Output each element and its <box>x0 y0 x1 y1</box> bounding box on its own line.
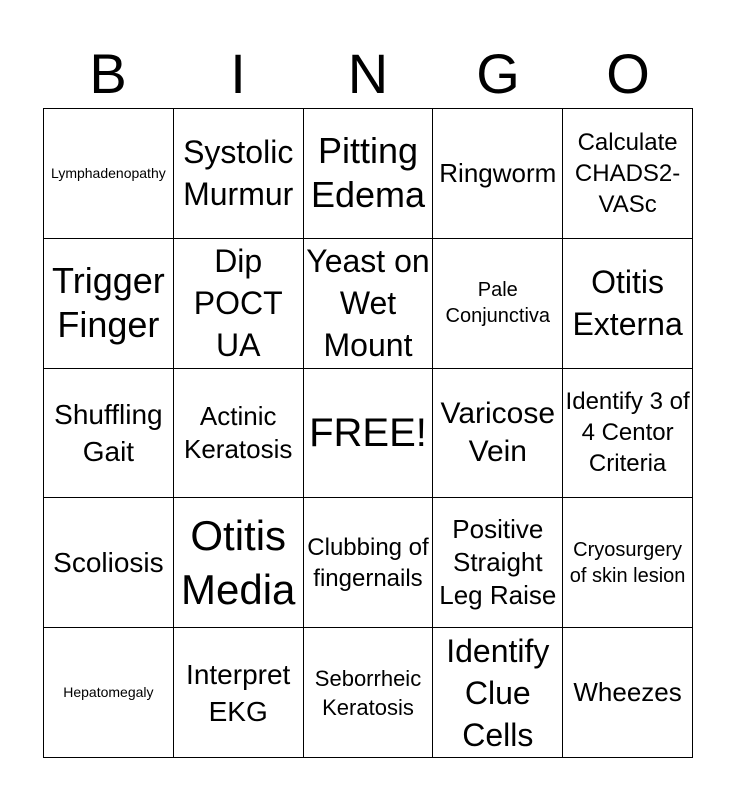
cell-text: Cryosurgery of skin lesion <box>569 538 686 587</box>
bingo-cell[interactable] <box>433 239 563 369</box>
cell-text: Actinic Keratosis <box>184 400 293 464</box>
bingo-cell[interactable] <box>44 369 174 499</box>
header-letter-i: I <box>230 42 246 105</box>
bingo-cell[interactable] <box>563 239 693 369</box>
header-letter-b: B <box>89 42 127 105</box>
bingo-cell[interactable] <box>174 109 304 239</box>
cell-text: Varicose Vein <box>440 396 556 468</box>
cell-text: Identify Clue Cells <box>446 632 550 753</box>
bingo-cell[interactable] <box>44 498 174 628</box>
cell-text: Scoliosis <box>53 547 164 579</box>
cell-text: Identify 3 of 4 Centor Criteria <box>565 388 690 478</box>
header-letter-o: O <box>606 42 650 105</box>
bingo-cell[interactable] <box>304 109 434 239</box>
cell-text: Otitis Externa <box>572 264 683 343</box>
bingo-cell[interactable] <box>174 628 304 758</box>
bingo-cell[interactable] <box>174 498 304 628</box>
cell-text: Trigger Finger <box>52 260 165 346</box>
bingo-cell[interactable] <box>433 369 563 499</box>
bingo-cell[interactable] <box>563 369 693 499</box>
cell-text: Ringworm <box>439 157 557 188</box>
bingo-cell[interactable] <box>563 498 693 628</box>
cell-text: Interpret EKG <box>186 658 291 727</box>
bingo-cell[interactable] <box>433 109 563 239</box>
bingo-cell[interactable] <box>44 628 174 758</box>
bingo-grid <box>43 108 693 758</box>
bingo-cell[interactable] <box>304 498 434 628</box>
cell-text: Dip POCT UA <box>193 243 283 364</box>
cell-text: Seborrheic Keratosis <box>314 665 422 720</box>
cell-text: Pitting Edema <box>310 130 426 216</box>
header-letter-g: G <box>476 42 520 105</box>
cell-text: Yeast on Wet Mount <box>306 243 430 364</box>
cell-text: Hepatomegaly <box>63 684 154 701</box>
free-space-text: FREE! <box>309 410 427 455</box>
bingo-cell[interactable] <box>174 239 304 369</box>
bingo-cell[interactable] <box>433 498 563 628</box>
cell-text: Shuffling Gait <box>54 398 163 467</box>
cell-text: Otitis Media <box>180 511 296 613</box>
cell-text: Systolic Murmur <box>183 134 294 213</box>
bingo-header <box>43 40 693 108</box>
bingo-cell[interactable] <box>304 239 434 369</box>
cell-text: Wheezes <box>573 677 682 708</box>
header-letter-n: N <box>347 42 389 105</box>
cell-text: Calculate CHADS2-VASc <box>574 128 681 218</box>
cell-text: Pale Conjunctiva <box>445 279 551 328</box>
bingo-cell[interactable] <box>563 109 693 239</box>
bingo-cell[interactable] <box>44 239 174 369</box>
bingo-cell[interactable] <box>563 628 693 758</box>
bingo-cell[interactable] <box>44 109 174 239</box>
bingo-cell[interactable] <box>174 369 304 499</box>
bingo-cell[interactable] <box>304 628 434 758</box>
cell-text: Positive Straight Leg Raise <box>439 514 557 611</box>
cell-text: Lymphadenopathy <box>51 164 166 181</box>
bingo-cell[interactable] <box>433 628 563 758</box>
free-space-cell[interactable] <box>304 369 434 499</box>
cell-text: Clubbing of fingernails <box>307 533 429 592</box>
